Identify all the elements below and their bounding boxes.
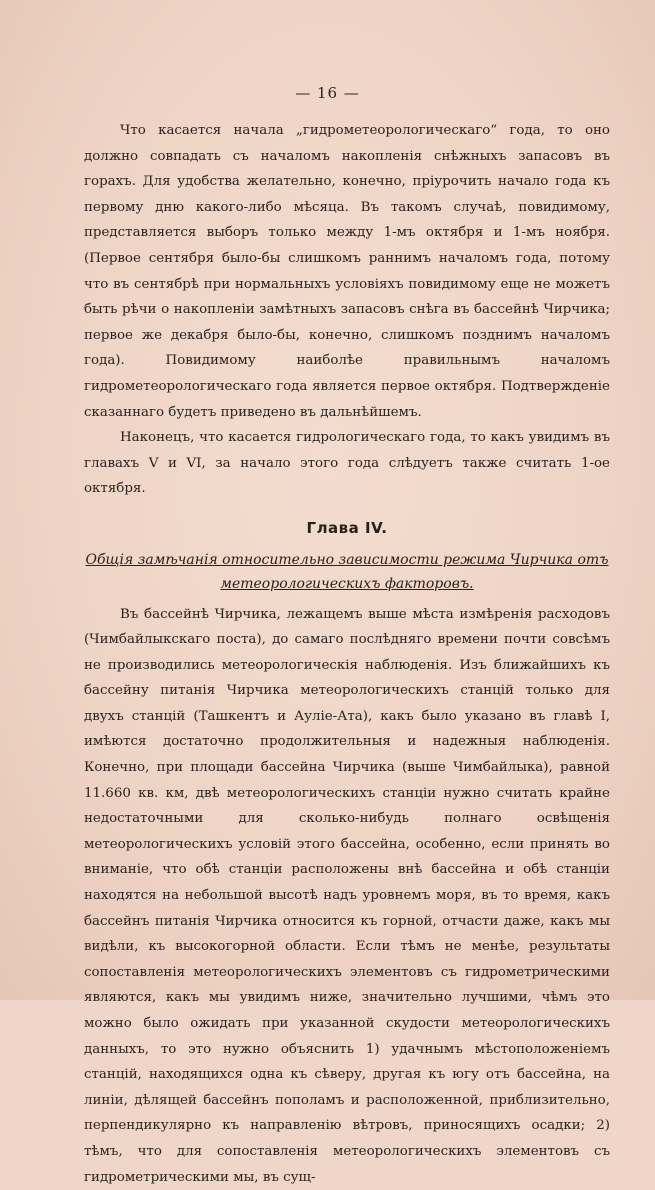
paragraph-hydromet-year: Что касается начала „гидрометеорологическаго“ года, то оно должно совпадать съ началомъ накопленія снѣжныхъ запасовъ въ горахъ. Для удобства желательно, конечно, пріурочить начало года къ первому дню какого-либо мѣсяца. Въ такомъ случаѣ, повидимому, представляется выборъ только между 1-мъ октября и 1-мъ ноября. (Первое сентября было-бы слишкомъ раннимъ началомъ года, потому что въ сентябрѣ при нормальныхъ условіяхъ повидимому еще не можетъ быть рѣчи о накопленіи замѣтныхъ запасовъ снѣга въ бассейнѣ Чирчика; первое же декабря было-бы, конечно, слишкомъ позднимъ началомъ года). Повидимому наиболѣе правильнымъ началомъ гидрометеорологическаго года является первое октября. Подтвержденіе сказаннаго будетъ приведено въ дальнѣйшемъ. — [84, 118, 610, 425]
paragraph-hydrologic-year: Наконецъ, что касается гидрологическаго года, то какъ увидимъ въ главахъ V и VI, за начало этого года слѣдуетъ также считать 1-ое октября. — [84, 425, 610, 502]
chapter-title-line-1: Общія замѣчанія относительно зависимости режима Чирчика отъ — [84, 548, 610, 572]
paragraph-chirchik-basin: Въ бассейнѣ Чирчика, лежащемъ выше мѣста измѣренія расходовъ (Чимбайлыкскаго поста), до самаго послѣдняго времени почти совсѣмъ не производились метеорологическія наблюденія. Изъ ближайшихъ къ бассейну питанія Чирчика метеорологическихъ станцій только для двухъ станцій (Ташкентъ и Аулiе-Ата), какъ было указано въ главѣ I, имѣются достаточно продолжительныя и надежныя наблюденія. Конечно, при площади бассейна Чирчика (выше Чимбайлыка), равной 11.660 кв. км, двѣ метеорологическихъ станціи нужно считать крайне недостаточными для сколько-нибудь полнаго освѣщенія метеорологическихъ условій этого бассейна, особенно, если принять во вниманіе, что обѣ станціи расположены внѣ бассейна и обѣ станціи находятся на небольшой высотѣ надъ уровнемъ моря, въ то время, какъ бассейнъ питанія Чирчика относится къ горной, отчасти даже, какъ мы видѣли, къ высокогорной области. Если тѣмъ не менѣе, результаты сопоставленія метеорологическихъ элементовъ съ гидрометрическими являются, какъ мы увидимъ ниже, значительно лучшими, чѣмъ это можно было ожидать при указанной скудости метеорологическихъ данныхъ, то это нужно объяснить 1) удачнымъ мѣстоположеніемъ станцій, находящихся одна къ сѣверу, другая къ югу отъ бассейна, на линіи, дѣлящей бассейнъ пополамъ и расположенной, приблизительно, перпендикулярно къ направленію вѣтровъ, приносящихъ осадки; 2) тѣмъ, что для сопоставленія метеорологическихъ элементовъ съ гидрометрическими мы, въ сущ- — [84, 602, 610, 1190]
chapter-title-line-2: метеорологическихъ факторовъ. — [84, 572, 610, 596]
page-number: — 16 — — [0, 84, 655, 102]
page-body — [84, 118, 610, 1190]
chapter-title — [84, 548, 610, 596]
chapter-heading: Глава IV. — [84, 516, 610, 542]
